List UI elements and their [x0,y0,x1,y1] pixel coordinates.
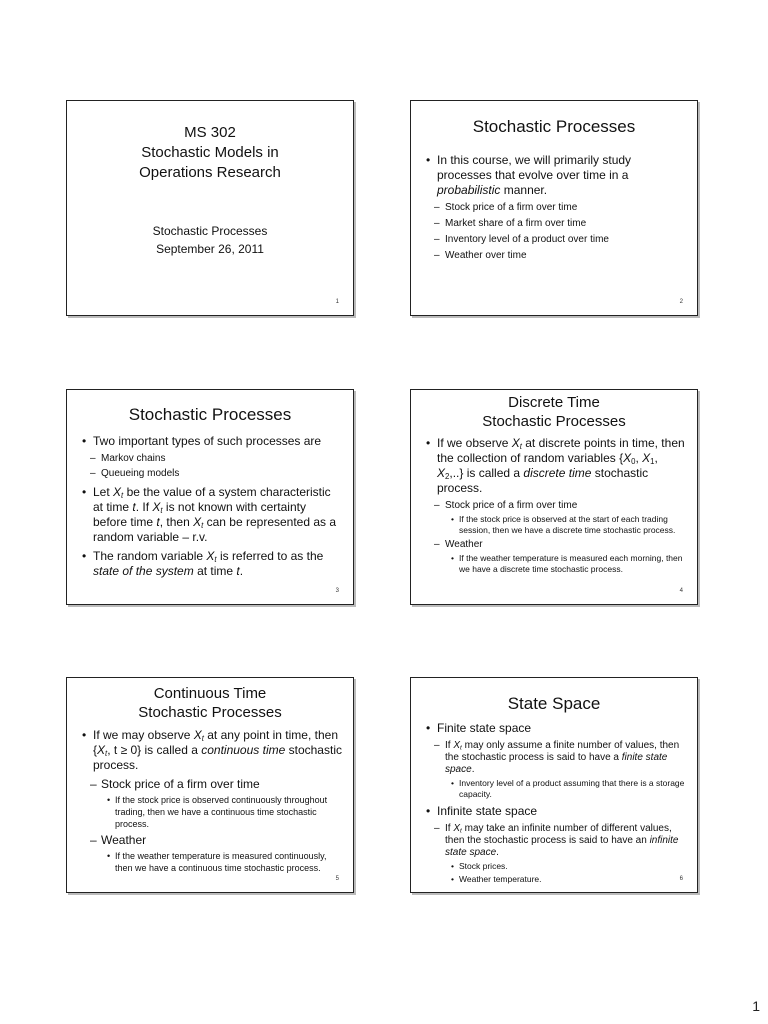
slide-title: Stochastic Processes [472,117,636,136]
slide-number: 2 [679,299,683,305]
slide-2 [410,100,698,316]
slide-5 [66,677,354,893]
slide-title: State Space [507,694,601,713]
bullet: • Finite state space [423,721,687,736]
sub-bullet: – Market share of a firm over time [423,218,687,230]
detail-bullet: • Stock prices. [423,861,687,872]
slide-number: 3 [335,588,339,594]
bullet: • Two important types of such processes are [79,434,343,449]
slide-subtitle: Stochastic Processes September 26, 2011 [152,224,268,256]
bullet: • If we may observe $X_t$ at any point in time, then {$X_t$, t ≥ 0} is called a continuous time stochastic process. [79,728,343,773]
slide-number: 4 [679,588,683,594]
slide-number: 5 [335,876,339,882]
detail-bullet: • Weather temperature. [423,874,687,885]
slide-title: Discrete Time Stochastic Processes [482,394,626,430]
detail-bullet: • If the stock price is observed continuously throughout trading, then we have a continuous time stochastic process. [79,794,343,830]
slide-title: Continuous Time Stochastic Processes [138,685,282,721]
slide-number: 1 [335,299,339,305]
slide-3 [66,389,354,605]
slide-number: 6 [679,876,683,882]
bullet: • If we observe $X_t$ at discrete points in time, then the collection of random variables {$X_0$, $X_1$, $X_2$,..} is called a discrete time stochastic process. [423,436,687,496]
bullet: • The random variable $X_t$ is referred to as the state of the system at time t. [79,549,343,579]
sub-bullet: – Stock price of a firm over time [423,500,687,512]
sub-bullet: – Stock price of a firm over time [423,202,687,214]
slide-4 [410,389,698,605]
sub-bullet: – Inventory level of a product over time [423,234,687,246]
sub-bullet: – Weather over time [423,250,687,262]
sub-bullet: – Markov chains [79,453,343,465]
slide-title: MS 302 Stochastic Models in Operations Research [139,124,281,181]
sub-bullet: – If $X_t$ may only assume a finite number of values, then the stochastic process is said to have a finite state space. [423,740,687,776]
page-number: 1 [752,998,760,1014]
slide-6 [410,677,698,893]
sub-bullet: – Queueing models [79,468,343,480]
bullet: • In this course, we will primarily study processes that evolve over time in a probabilistic manner. [423,153,687,198]
slide-1 [66,100,354,316]
sub-bullet: – Weather [79,833,343,847]
sub-bullet: – Weather [423,539,687,551]
detail-bullet: • If the stock price is observed at the start of each trading session, then we have a discrete time stochastic process. [423,514,687,536]
detail-bullet: • Inventory level of a product assuming that there is a storage capacity. [423,778,687,800]
bullet: • Infinite state space [423,804,687,819]
sub-bullet: – Stock price of a firm over time [79,777,343,791]
detail-bullet: • If the weather temperature is measured continuously, then we have a continuous time stochastic process. [79,850,343,874]
sub-bullet: – If $X_t$ may take an infinite number of different values, then the stochastic process is said to have an infinite state space. [423,823,687,859]
detail-bullet: • If the weather temperature is measured each morning, then we have a discrete time stochastic process. [423,553,687,575]
slide-title: Stochastic Processes [128,405,292,424]
bullet: • Let $X_t$ be the value of a system characteristic at time t. If $X_t$ is not known with certainty before time t, then $X_t$ can be represented as a random variable – r.v. [79,485,343,545]
